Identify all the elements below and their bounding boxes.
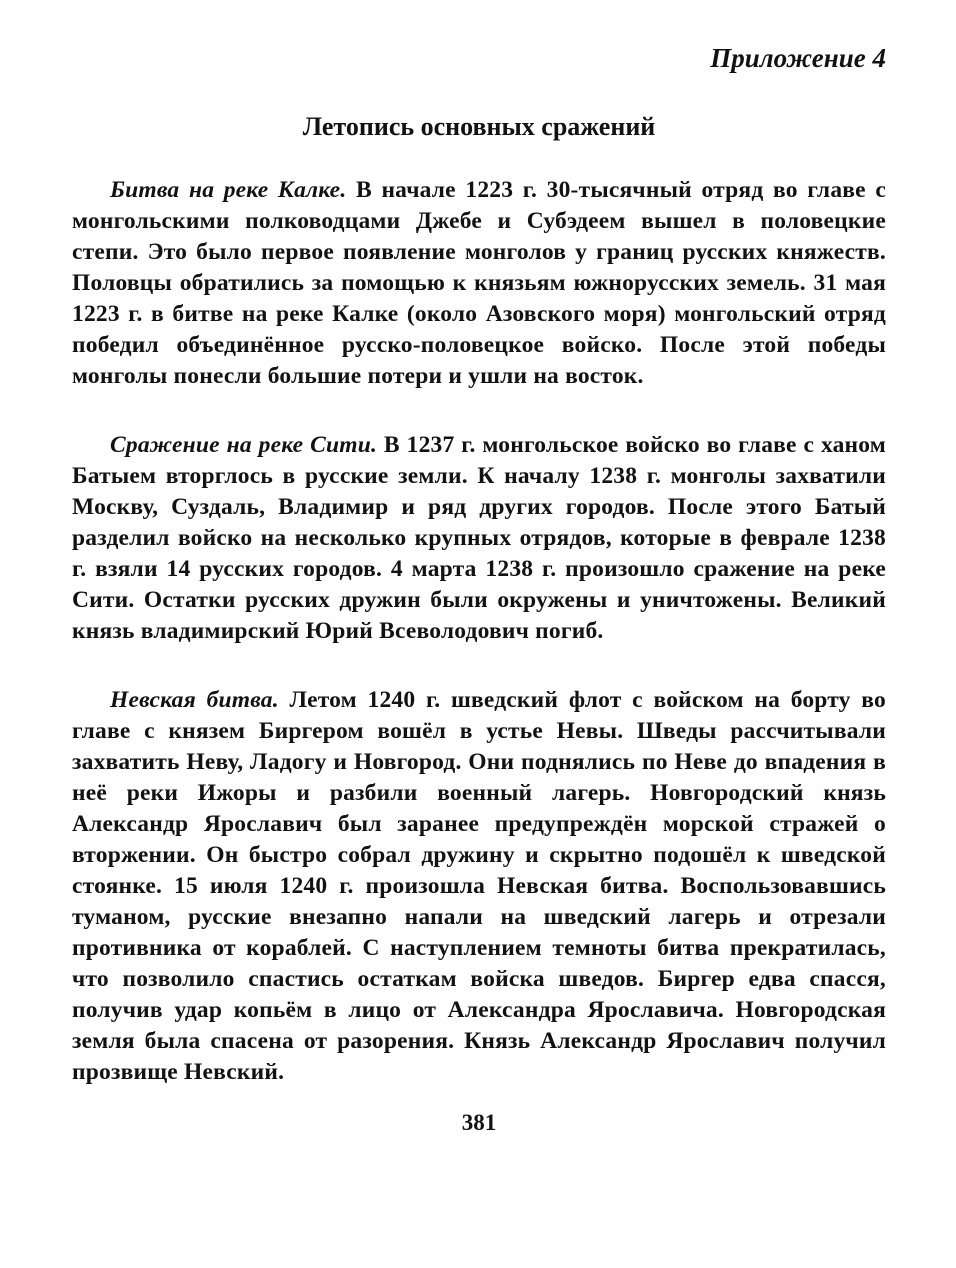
page-number: 381 [461,1110,497,1135]
paragraph-body-neva: Летом 1240 г. шведский флот с войском на борту во главе с князем Биргером вошёл в устье Невы. Шведы рассчитывали захватить Неву, Ладогу и Новгород. Они поднялись по Неве до впадения в неё реки Ижоры и разбили военный лагерь. Новгородский князь Александр Ярославич был заранее предупреждён морской стражей о вторжении. Он быстро собрал дружину и скрытно подошёл к шведской стоянке. 15 июля 1240 г. произошла Невская битва. Воспользовавшись туманом, русские внезапно напали на шведский лагерь и отрезали противника от кораблей. С наступлением темноты битва прекратилась, что позволило спастись остаткам войска шведов. Биргер едва спасся, получив удар копьём в лицо от Александра Ярославича. Новгородская земля была спасена от разорения. Князь Александр Ярославич получил прозвище Невский. [72,687,886,1085]
page-title: Летопись основных сражений [302,112,656,141]
paragraph-neva-battle [72,685,886,1088]
paragraph-sit-battle [72,430,886,647]
paragraph-body-kalka: В начале 1223 г. 30-тысячный отряд во главе с монгольскими полководцами Джебе и Субэдеем вышел в половецкие степи. Это было первое появление монголов у границ русских княжеств. Половцы обратились за помощью к князьям южнорусских земель. 31 мая 1223 г. в битве на реке Калке (около Азовского моря) монгольский отряд победил объединённое русско-половецкое войско. После этой победы монголы понесли большие потери и ушли на восток. [72,177,886,389]
paragraph-lead-kalka: Битва на реке Калке. [110,177,347,203]
paragraph-kalka-battle [72,175,886,392]
paragraph-lead-sit: Сражение на реке Сити. [110,432,378,458]
paragraph-body-sit: В 1237 г. монгольское войско во главе с ханом Батыем вторглось в русские земли. К началу 1238 г. монголы захватили Москву, Суздаль, Владимир и ряд других городов. После этого Батый разделил войско на несколько крупных отрядов, которые в феврале 1238 г. взяли 14 русских городов. 4 марта 1238 г. произошло сражение на реке Сити. Остатки русских дружин были окружены и уничтожены. Великий князь владимирский Юрий Всеволодович погиб. [72,432,886,644]
appendix-label: Приложение 4 [710,43,886,73]
paragraph-lead-neva: Невская битва. [110,687,279,713]
